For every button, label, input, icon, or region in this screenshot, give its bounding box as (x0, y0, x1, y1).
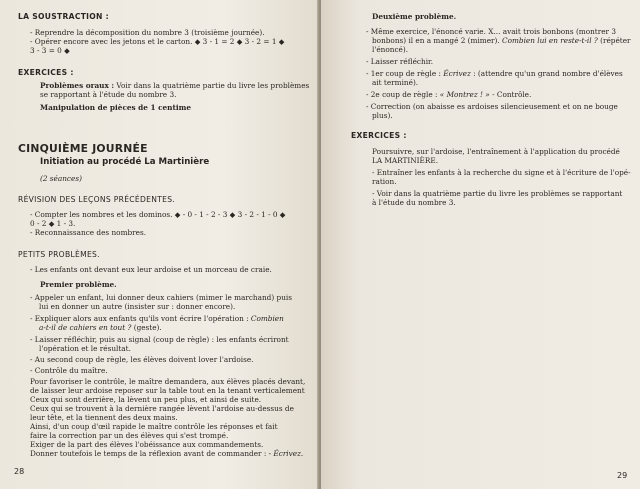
last-line-text: Donner toutefois le temps de la réflexion avant de commander : (30, 449, 267, 458)
exercice-line-1: Poursuivre, sur l'ardoise, l'entraînement à l'application du procédé (372, 147, 620, 156)
problemes-oraux (40, 81, 309, 90)
exercice-line-5: - Voir dans la quatrième partie du livre les problèmes se rapportant (372, 189, 623, 198)
oraux-line-2: se rapportant à l'étude du nombre 3. (40, 90, 177, 99)
revision-heading: RÉVISION DES LEÇONS PRÉCÉDENTES. (18, 195, 176, 204)
deuxieme-line-8: - Correction (on abaisse es ardoises silencieusement et on ne bouge (366, 102, 618, 111)
premier-probleme-heading: Premier problème. (40, 280, 117, 289)
exercice-line-6: à l'étude du nombre 3. (372, 198, 456, 207)
premier-line-4-rest: (geste). (133, 323, 162, 332)
soustraction-heading: LA SOUSTRACTION : (18, 12, 109, 21)
premier-line-3-text: - Expliquer alors aux enfants qu'ils vont écrire l'opération : (30, 314, 249, 323)
deuxieme-line-4: - Laisser réfléchir. (366, 57, 434, 66)
seances: (2 séances) (40, 174, 82, 183)
premier-line-1: - Appeler un enfant, lui donner deux cahiers (mimer le marchand) puis (30, 293, 292, 302)
deuxieme-line-9: plus). (372, 111, 393, 120)
last-line-italic: - Écrivez. (268, 449, 304, 458)
premier-line-2: lui en donner un autre (insister sur : donner encore). (39, 302, 236, 311)
deuxieme-line-3: l'énoncé). (372, 45, 409, 54)
para-line-5: leur tête, et la tiennent des deux mains. (30, 413, 178, 422)
deuxieme-line-2-rest: (répéter (600, 36, 631, 45)
premier-line-3 (30, 314, 284, 323)
page-number-right: 29 (617, 471, 628, 480)
deuxieme-line-7 (366, 90, 531, 99)
manipulation: Manipulation de pièces de 1 centime (40, 103, 191, 112)
revision-line-2: 0 - 2 ◆ 1 - 3. (30, 219, 76, 228)
deuxieme-line-7-italic: « Montrez ! » (439, 90, 490, 99)
page-number-left: 28 (14, 467, 25, 476)
last-line (30, 449, 303, 458)
deuxieme-probleme-heading: Deuxième problème. (372, 12, 457, 21)
exercice-line-2: LA MARTINIÈRE. (372, 156, 439, 165)
para-line-1: Pour favoriser le contrôle, le maître demandera, aux élèves placés devant, (30, 377, 306, 386)
deuxieme-line-7-text: - 2e coup de règle : (366, 90, 438, 99)
deuxieme-line-2 (372, 36, 631, 45)
revision-line-1: - Compter les nombres et les dominos. ◆ - 0 - 1 - 2 - 3 ◆ 3 - 2 - 1 - 0 ◆ (30, 210, 286, 219)
petits-problemes-heading: PETITS PROBLÈMES. (18, 250, 100, 259)
premier-line-3-italic: Combien (250, 314, 284, 323)
exercice-line-4: ration. (372, 177, 397, 186)
deuxieme-line-2-italic: Combien lui en reste-t-il ? (502, 36, 598, 45)
premier-line-7: - Au second coup de règle, les élèves doivent lover l'ardoise. (30, 355, 254, 364)
oraux-label: Problèmes oraux : (40, 81, 115, 90)
soustraction-item-2: - Opérer encore avec les jetons et le carton. ◆ 3 - 1 = 2 ◆ 3 - 2 = 1 ◆ (30, 37, 285, 46)
deuxieme-line-7-rest: - Contrôle. (492, 90, 532, 99)
para-line-4: Ceux qui se trouvent à la dernière rangée lèvent l'ardoise au-dessus de (30, 404, 294, 413)
para-line-8: Exiger de la part des élèves l'obéissance aux commandements. (30, 440, 264, 449)
exercices-heading-right: EXERCICES : (351, 131, 407, 140)
exercices-heading: EXERCICES : (18, 68, 74, 77)
ardoise-line: - Les enfants ont devant eux leur ardoise et un morceau de craie. (30, 265, 272, 274)
deuxieme-line-5-text: - 1er coup de règle : (366, 69, 441, 78)
deuxieme-line-6: ait terminé). (372, 78, 419, 87)
exercice-line-3: - Entraîner les enfants à la recherche du signe et à l'écriture de l'opé- (372, 168, 631, 177)
left-page (0, 0, 319, 489)
premier-line-4-italic: a-t-il de cahiers en tout ? (39, 323, 132, 332)
premier-line-5: - Laisser réfléchir, puis au signal (coup de règle) : les enfants écriront (30, 335, 289, 344)
journee-title: CINQUIÈME JOURNÉE (18, 142, 148, 155)
para-line-2: de laisser leur ardoise reposer sur la table tout en la tenant verticalement (30, 386, 305, 395)
premier-line-4 (39, 323, 162, 332)
para-line-6: Ainsi, d'un coup d'œil rapide le maître contrôle les réponses et fait (30, 422, 278, 431)
soustraction-item-1: - Reprendre la décomposition du nombre 3 (troisième journée). (30, 28, 265, 37)
premier-line-8: - Contrôle du maître. (30, 366, 108, 375)
para-line-3: Ceux qui sont derrière, la lèvent un peu plus, et ainsi de suite. (30, 395, 262, 404)
journee-subtitle: Initiation au procédé La Martinière (40, 157, 210, 167)
deuxieme-line-2-text: bonbons) il en a mangé 2 (mimer). (372, 36, 500, 45)
para-line-7: faire la correction par un des élèves qui s'est trompé. (30, 431, 229, 440)
premier-line-6: l'opération et le résultat. (39, 344, 131, 353)
deuxieme-line-1: - Même exercice, l'énoncé varie. X... avait trois bonbons (montrer 3 (366, 27, 616, 36)
deuxieme-line-5 (366, 69, 623, 78)
revision-line-3: - Reconnaissance des nombres. (30, 228, 147, 237)
oraux-text: Voir dans la quatrième partie du livre les problèmes (116, 81, 310, 90)
right-page (321, 0, 640, 489)
deuxieme-line-5-rest: : (attendre qu'un grand nombre d'élèves (473, 69, 623, 78)
soustraction-item-3: 3 - 3 = 0 ◆ (30, 46, 70, 55)
deuxieme-line-5-italic: Écrivez (443, 69, 471, 78)
